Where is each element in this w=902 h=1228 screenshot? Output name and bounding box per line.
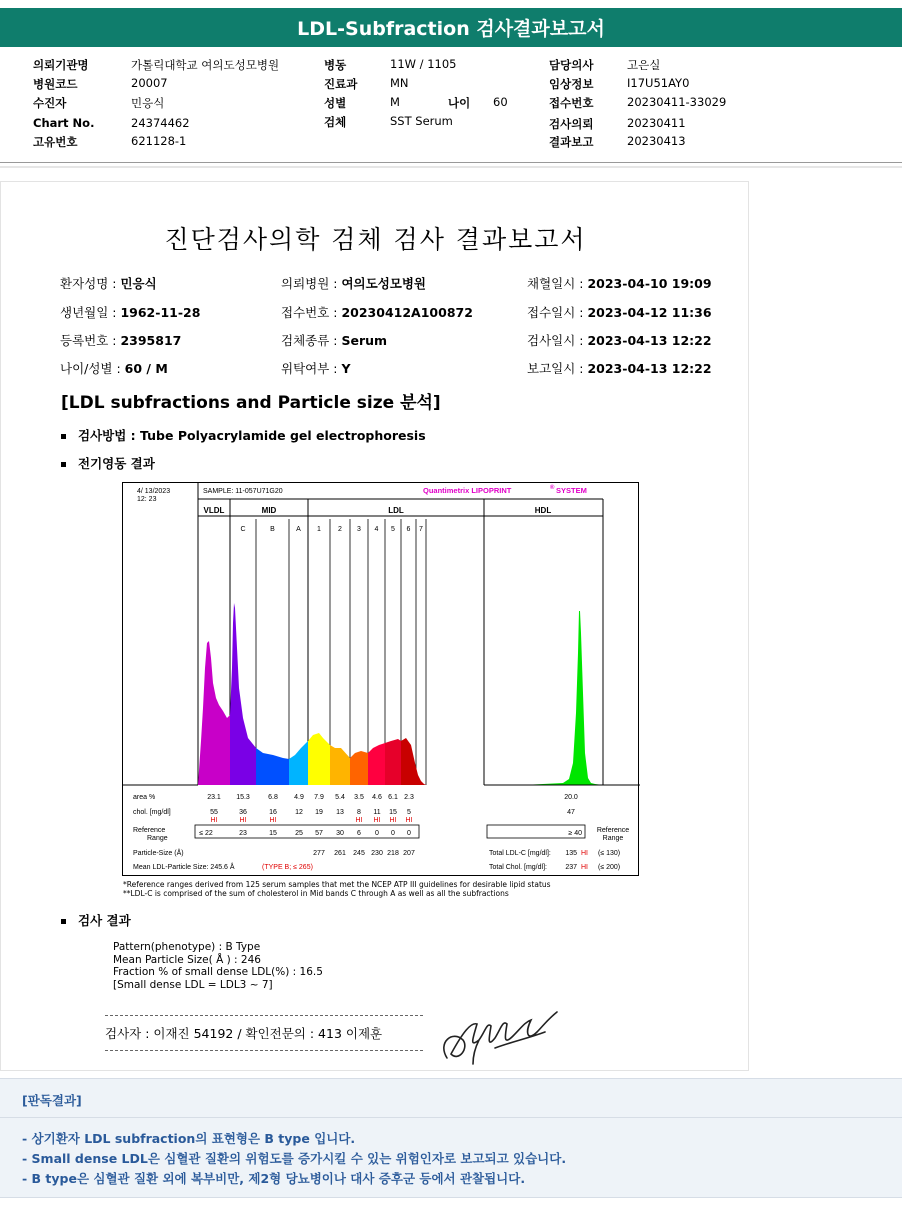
info-label: 검체: [324, 115, 347, 129]
info-label: 접수번호: [549, 96, 594, 110]
info-label: 임상정보: [549, 77, 594, 91]
reference-value: 0: [407, 830, 411, 837]
report-meta-item: [527, 303, 712, 321]
reference-value: 0: [391, 830, 395, 837]
info-label: 의뢰기관명: [33, 58, 89, 72]
reference-value: 6: [357, 830, 361, 837]
particle-size-value: 218: [387, 850, 399, 857]
meta-label: 생년월일 :: [60, 305, 121, 320]
info-label: 고유번호: [33, 135, 78, 149]
footnote: **LDL-C is comprised of the sum of cholesterol in Mid bands C through A as well as all the subfractions: [123, 889, 509, 898]
area-percent-value: 6.1: [388, 794, 398, 801]
signature-image: [433, 1002, 563, 1068]
report-meta-item: [60, 359, 168, 377]
reference-value: 57: [315, 830, 323, 837]
particle-size-value: 245: [353, 850, 365, 857]
report-meta-item: [281, 331, 387, 349]
band-label: 5: [391, 526, 395, 533]
result-title: 검사 결과: [78, 913, 131, 928]
info-label: 병동: [324, 58, 347, 72]
total-chol-ref: (≤ 200): [598, 864, 621, 871]
meta-value: 2395817: [120, 333, 182, 348]
info-value: 24374462: [131, 116, 190, 130]
examiner-text: 검사자 : 이재진 54192 / 확인전문의 : 413 이제훈: [105, 1026, 383, 1041]
meta-value: 2023-04-13 12:22: [587, 361, 712, 376]
chol-value: 8: [357, 809, 361, 816]
result-line: Pattern(phenotype) : B Type: [113, 941, 261, 953]
row-label-ref: Range: [147, 835, 168, 842]
method-item: [61, 426, 426, 444]
info-value: 20007: [131, 76, 168, 90]
total-ldl-value: 135: [565, 850, 577, 857]
meta-value: Y: [341, 361, 351, 376]
mean-particle-type: (TYPE B; ≤ 265): [262, 864, 313, 871]
hi-flag: HI: [581, 864, 588, 871]
info-value: MN: [390, 76, 409, 90]
meta-label: 검사일시 :: [527, 333, 588, 348]
reference-value: 30: [336, 830, 344, 837]
info-value: 가톨릭대학교 여의도성모병원: [131, 58, 280, 72]
bullet-icon: [61, 462, 66, 467]
hi-flag: HI: [581, 850, 588, 857]
report-title-bar: [0, 8, 902, 47]
chart-time: 12: 23: [137, 496, 157, 503]
row-label-area: area %: [133, 794, 156, 801]
band-label: A: [296, 526, 301, 533]
row-label-particle-size: Particle-Size (Å): [133, 850, 184, 857]
meta-value: 2023-04-10 19:09: [587, 276, 712, 291]
hdl-peak: [484, 611, 603, 785]
hi-flag: HI: [239, 817, 247, 824]
meta-value: Serum: [341, 333, 388, 348]
particle-size-value: 230: [371, 850, 383, 857]
chart-brand-mark: ®: [550, 485, 555, 491]
report-document-title: 진단검사의학 검체 검사 결과보고서: [164, 225, 587, 254]
info-value: 60: [493, 95, 508, 109]
area-percent-value: 4.9: [294, 794, 304, 801]
divider: [0, 166, 902, 168]
divider: [0, 162, 902, 163]
meta-value: 2023-04-12 11:36: [587, 305, 712, 320]
result-line: Fraction % of small dense LDL(%) : 16.5: [113, 966, 323, 978]
footnote: *Reference ranges derived from 125 serum samples that met the NCEP ATP III guidelines for desirable lipid status: [123, 880, 551, 889]
area-percent-value: 3.5: [354, 794, 364, 801]
area-percent-value: 15.3: [236, 794, 250, 801]
interpretation-line: - Small dense LDL은 심혈관 질환의 위험도를 증가시킬 수 있는 위험인자로 보고되고 있습니다.: [22, 1151, 567, 1166]
hi-flag: HI: [389, 817, 397, 824]
meta-value: 여의도성모병원: [341, 276, 426, 291]
meta-value: 20230412A100872: [341, 305, 473, 320]
info-label: 담당의사: [549, 58, 594, 72]
reference-value: 15: [269, 830, 277, 837]
chart-sample-id: SAMPLE: 11-057U71G20: [203, 488, 283, 495]
group-label-mid: MID: [261, 506, 277, 515]
chol-value: 16: [269, 809, 277, 816]
row-label-chol: chol. [mg/dl]: [133, 809, 171, 816]
info-value: M: [390, 95, 400, 109]
chol-value: 36: [239, 809, 247, 816]
meta-label: 검체종류 :: [281, 333, 342, 348]
chart-brand-suffix: SYSTEM: [556, 486, 587, 495]
ref-right-label: Range: [602, 835, 624, 842]
chol-value: 19: [315, 809, 323, 816]
electrophoresis-heading: [61, 454, 155, 472]
meta-value: 60 / M: [124, 361, 168, 376]
meta-label: 환자성명 :: [60, 276, 121, 291]
chol-value: 47: [567, 809, 575, 816]
meta-value: 1962-11-28: [120, 305, 201, 320]
lipoprint-chart-svg: [123, 483, 640, 877]
band-label: 2: [338, 526, 342, 533]
hi-flag: HI: [405, 817, 413, 824]
meta-label: 채혈일시 :: [527, 276, 588, 291]
interpretation-line: - B type은 심혈관 질환 외에 복부비만, 제2형 당뇨병이나 대사 증후군 등에서 관찰됩니다.: [22, 1171, 526, 1186]
area-percent-value: 20.0: [564, 794, 578, 801]
method-text: 검사방법 : Tube Polyacrylamide gel electrophoresis: [78, 428, 426, 443]
interpretation-line: - 상기환자 LDL subfraction의 표현형은 B type 입니다.: [22, 1131, 356, 1146]
report-meta-item: [60, 331, 181, 349]
info-label: 병원코드: [33, 77, 78, 91]
result-heading: [61, 911, 131, 929]
chart-brand: Quantimetrix LIPOPRINT: [423, 486, 512, 495]
chol-value: 55: [210, 809, 218, 816]
chol-value: 15: [389, 809, 397, 816]
particle-size-value: 207: [403, 850, 415, 857]
result-summary: [113, 941, 323, 991]
area-percent-value: 6.8: [268, 794, 278, 801]
band-label: 6: [406, 526, 411, 533]
info-label: 수진자: [33, 96, 67, 110]
lipoprint-chart: [122, 482, 639, 876]
info-value: 20230411-33029: [627, 95, 727, 109]
chol-value: 13: [336, 809, 344, 816]
info-value: 11W / 1105: [390, 57, 457, 71]
hdl-reference-value: ≥ 40: [568, 830, 582, 837]
area-percent-value: 7.9: [314, 794, 324, 801]
reference-value: ≤ 22: [199, 830, 213, 837]
chart-date: 4/ 13/2023: [137, 488, 171, 495]
report-meta-item: [281, 274, 426, 292]
band-label: 7: [419, 526, 423, 533]
particle-size-value: 277: [313, 850, 325, 857]
meta-label: 보고일시 :: [527, 361, 588, 376]
info-label: 성별: [324, 96, 347, 110]
info-value: 20230411: [627, 116, 686, 130]
meta-label: 등록번호 :: [60, 333, 121, 348]
meta-label: 위탁여부 :: [281, 361, 342, 376]
reference-value: 25: [295, 830, 303, 837]
reference-box: [195, 825, 419, 838]
info-value: 민응식: [131, 96, 165, 110]
band-label: C: [240, 526, 246, 533]
total-chol-label: Total Chol. [mg/dl]:: [489, 864, 547, 871]
area-percent-value: 23.1: [207, 794, 221, 801]
examiner-line: [105, 1015, 423, 1051]
report-meta-item: [60, 274, 157, 292]
info-value: I17U51AY0: [627, 76, 690, 90]
band-label: 4: [374, 526, 379, 533]
total-ldl-label: Total LDL-C [mg/dl]:: [489, 850, 551, 857]
row-label-ref: Reference: [133, 827, 166, 834]
info-value: 20230413: [627, 134, 686, 148]
lab-report-document: [0, 181, 749, 1071]
report-meta-item: [527, 274, 712, 292]
hi-flag: HI: [373, 817, 381, 824]
total-ldl-ref: (≤ 130): [598, 850, 621, 857]
report-meta-item: [527, 331, 712, 349]
electrophoresis-title: 전기영동 결과: [78, 456, 155, 471]
mean-particle-size: Mean LDL-Particle Size: 245.6 Å: [133, 864, 235, 871]
meta-label: 접수번호 :: [281, 305, 342, 320]
info-value: 621128-1: [131, 134, 187, 148]
info-label: 검사의뢰: [549, 117, 594, 131]
section-title: [LDL subfractions and Particle size 분석]: [61, 393, 441, 413]
group-label-vldl: VLDL: [203, 506, 225, 515]
interpretation-panel: [0, 1078, 902, 1198]
area-percent-value: 4.6: [372, 794, 382, 801]
info-label: 결과보고: [549, 135, 594, 149]
meta-value: 민응식: [120, 276, 157, 291]
hi-flag: HI: [355, 817, 363, 824]
bullet-icon: [61, 919, 66, 924]
particle-size-value: 261: [334, 850, 346, 857]
chol-value: 5: [407, 809, 411, 816]
info-value: 고은실: [627, 58, 661, 72]
info-value: SST Serum: [390, 114, 453, 128]
info-label: 진료과: [324, 77, 358, 91]
chart-footnotes: [123, 880, 551, 898]
report-meta-item: [527, 359, 712, 377]
info-label: Chart No.: [33, 116, 95, 130]
meta-label: 의뢰병원 :: [281, 276, 342, 291]
hi-flag: HI: [269, 817, 277, 824]
report-meta-item: [281, 359, 351, 377]
band-label: 3: [357, 526, 361, 533]
bullet-icon: [61, 434, 66, 439]
report-meta-item: [281, 303, 473, 321]
meta-label: 나이/성별 :: [60, 361, 125, 376]
area-percent-value: 2.3: [404, 794, 414, 801]
group-label-hdl: HDL: [534, 506, 552, 515]
band-label: 1: [317, 526, 321, 533]
result-line: Mean Particle Size( Å ) : 246: [113, 953, 261, 966]
hi-flag: HI: [210, 817, 218, 824]
group-label-ldl: LDL: [388, 506, 404, 515]
meta-label: 접수일시 :: [527, 305, 588, 320]
report-title: LDL-Subfraction 검사결과보고서: [297, 18, 605, 40]
info-label: 나이: [448, 96, 471, 110]
area-percent-value: 5.4: [335, 794, 345, 801]
reference-value: 0: [375, 830, 379, 837]
reference-value: 23: [239, 830, 247, 837]
band-label: B: [270, 526, 275, 533]
report-meta-item: [60, 303, 200, 321]
interpretation-heading: [판독결과]: [22, 1093, 82, 1108]
ref-right-label: Reference: [596, 827, 630, 834]
result-line: [Small dense LDL = LDL3 ~ 7]: [113, 978, 273, 991]
total-chol-value: 237: [565, 864, 577, 871]
divider: [0, 1117, 902, 1118]
chol-value: 11: [373, 809, 381, 816]
meta-value: 2023-04-13 12:22: [587, 333, 712, 348]
chol-value: 12: [295, 809, 303, 816]
